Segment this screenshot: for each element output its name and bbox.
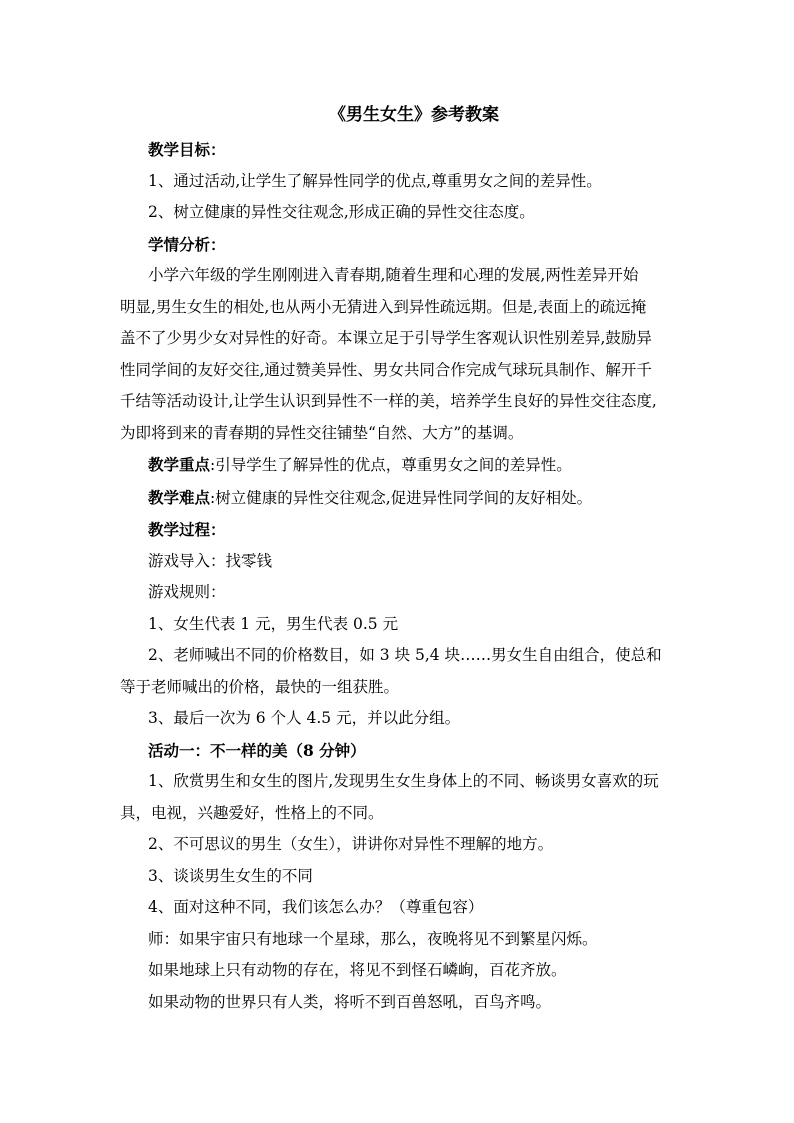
analysis-heading: 学情分析：: [148, 234, 226, 254]
analysis-line: 明显,男生女生的相处,也从两小无猜进入到异性疏远期。但是,表面上的疏远掩: [120, 297, 647, 316]
rule-item: 3、最后一次为 6 个人 4.5 元，并以此分组。: [148, 709, 461, 727]
focus-label: 教学重点: [148, 455, 211, 474]
activity1-line: 1、欣赏男生和女生的图片,发现男生女生身体上的不同、畅谈男女喜欢的玩: [148, 772, 659, 790]
analysis-line: 盖不了少男少女对异性的好奇。本课立足于引导学生客观认识性别差异,鼓励异: [120, 329, 652, 347]
goal-item: 1、通过活动,让学生了解异性同学的优点,尊重男女之间的差异性。: [148, 171, 602, 190]
rules-heading: 游戏规则：: [148, 583, 226, 601]
rule-item: 1、女生代表 1 元，男生代表 0.5 元: [148, 614, 399, 633]
activity1-line: 如果地球上只有动物的存在，将见不到怪石嶙峋，百花齐放。: [148, 961, 567, 979]
activity1-heading: 活动一：不一样的美（8 分钟）: [148, 740, 366, 760]
goals-heading: 教学目标：: [148, 140, 226, 159]
game-intro: 游戏导入：找零钱: [148, 551, 273, 570]
rule-item: 2、老师喊出不同的价格数目，如 3 块 5,4 块……男女生自由组合，使总和: [148, 646, 662, 664]
document-title: 《男生女生》参考教案: [329, 105, 499, 125]
difficulty-line: [120, 482, 680, 515]
difficulty-label: 教学难点: [148, 487, 211, 507]
analysis-line: 为即将到来的青春期的异性交往铺垫“自然、大方”的基调。: [120, 423, 524, 442]
activity1-line: 2、不可思议的男生（女生），讲讲你对异性不理解的地方。: [148, 835, 554, 853]
activity1-line-continued: 具，电视，兴趣爱好，性格上的不同。: [120, 803, 384, 822]
focus-line: [120, 449, 680, 482]
activity1-line: 3、谈谈男生女生的不同: [148, 866, 313, 885]
goal-item: 2、树立健康的异性交往观念,形成正确的异性交往态度。: [148, 203, 535, 221]
analysis-line: 小学六年级的学生刚刚进入青春期,随着生理和心理的发展,两性差异开始: [148, 266, 639, 284]
focus-text: :引导学生了解异性的优点，尊重男女之间的差异性。: [210, 456, 572, 474]
process-heading: 教学过程：: [148, 520, 226, 539]
analysis-line: 性同学间的友好交往,通过赞美异性、男女共同合作完成气球玩具制作、解开千: [120, 360, 652, 379]
rule-item-continued: 等于老师喊出的价格，最快的一组获胜。: [120, 677, 400, 696]
activity1-line: 4、面对这种不同，我们该怎么办？（尊重包容）: [148, 898, 484, 916]
activity1-line: 如果动物的世界只有人类，将听不到百兽怒吼，百鸟齐鸣。: [148, 992, 552, 1011]
activity1-line: 师：如果宇宙只有地球一个星球，那么，夜晚将见不到繁星闪烁。: [148, 929, 598, 948]
analysis-line: 千结等活动设计,让学生认识到异性不一样的美，培养学生良好的异性交往态度,: [120, 392, 657, 410]
difficulty-text: :树立健康的异性交往观念,促进异性同学间的友好相处。: [210, 488, 593, 507]
document-page: [120, 100, 680, 1018]
